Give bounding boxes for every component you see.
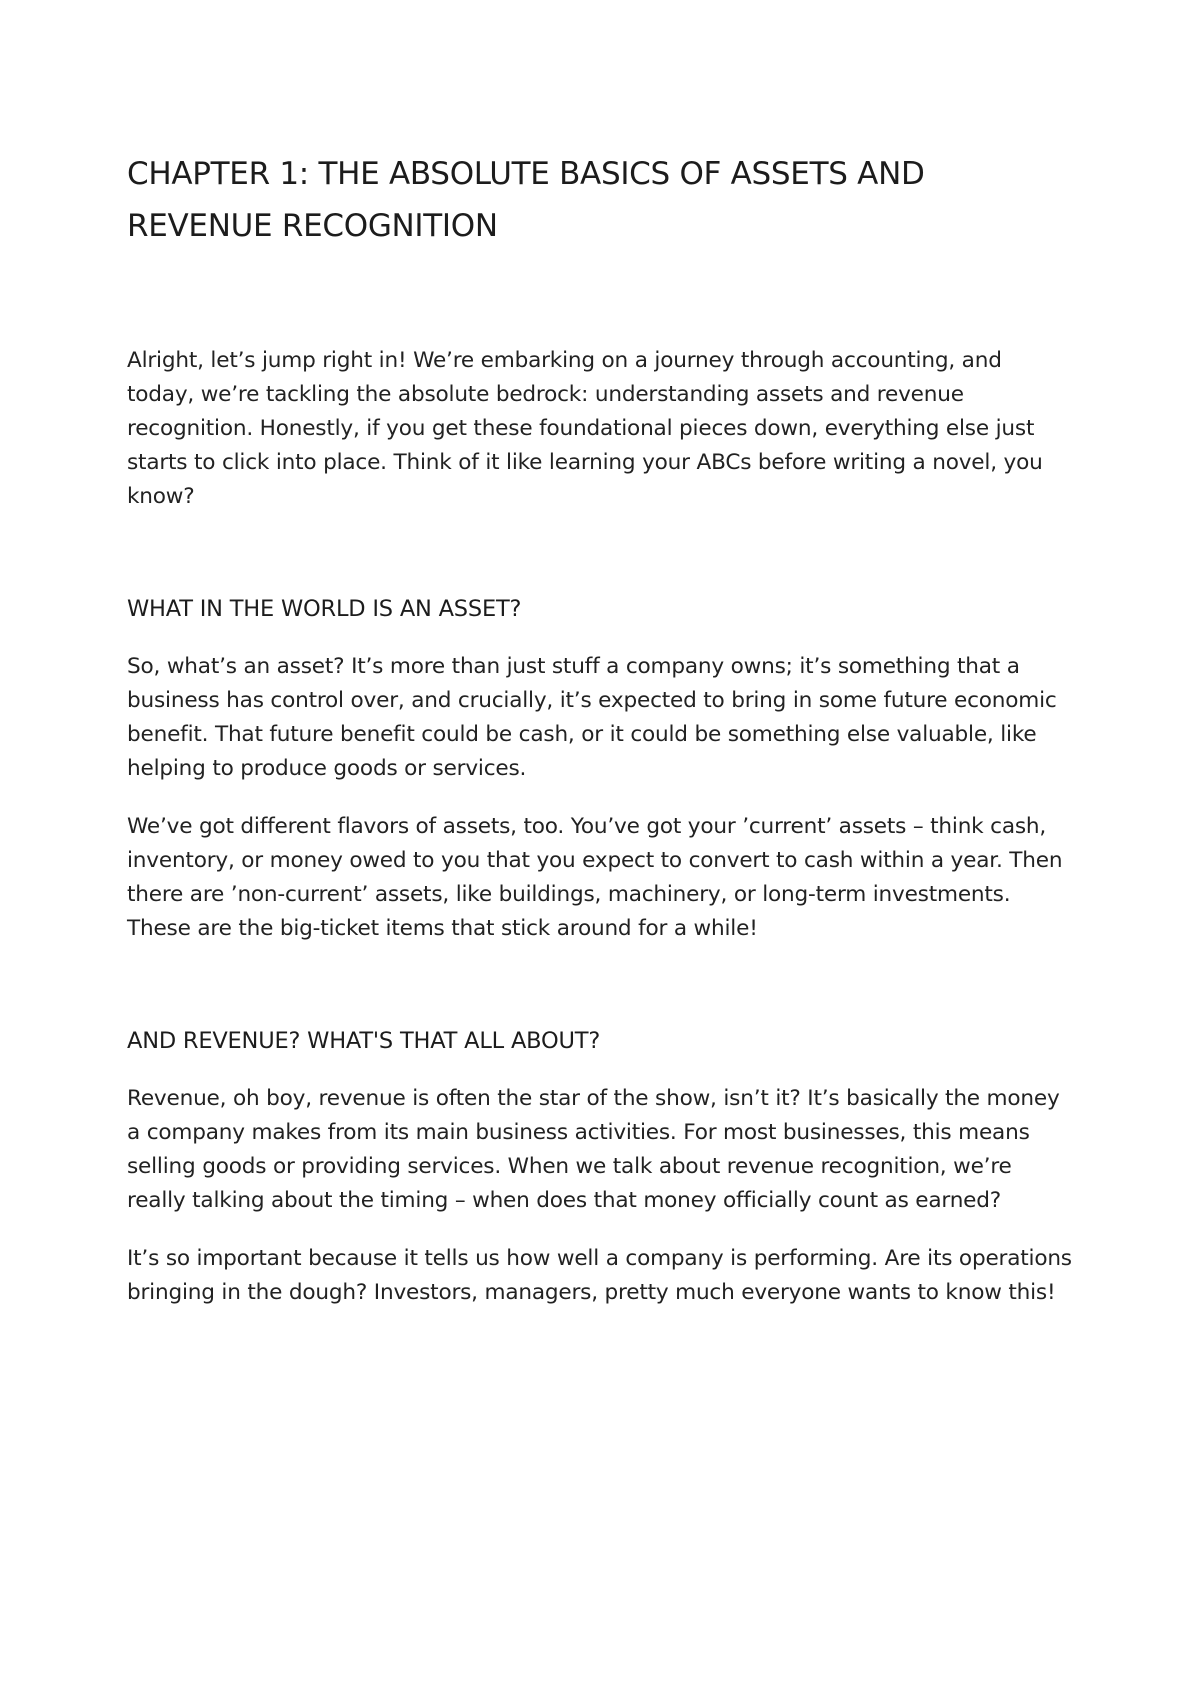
revenue-paragraph-2: It’s so important because it tells us how well a company is performing. Are its operations bringing in the dough? Investors, managers, pretty much everyone wants to know this!	[127, 1246, 1072, 1305]
intro-paragraph: Alright, let’s jump right in! We’re embarking on a journey through accounting, and today, we’re tackling the absolute bedrock: understanding assets and revenue recognition. Honestly, if you get these foundational pieces down, everything else just starts to click into place. Think of it like learning your ABCs before writing a novel, you know?	[127, 348, 1043, 509]
chapter-title-line-2: REVENUE RECOGNITION	[127, 208, 498, 244]
revenue-paragraph-1: Revenue, oh boy, revenue is often the star of the show, isn’t it? It’s basically the money a company makes from its main business activities. For most businesses, this means selling goods or providing services. When we talk about revenue recognition, we’re really talking about the timing – when does that money officially count as earned?	[127, 1086, 1060, 1213]
assets-paragraph-2: We’ve got different flavors of assets, too. You’ve got your ’current’ assets – think cash, inventory, or money owed to you that you expect to convert to cash within a year. Then there are ’non-current’ assets, like buildings, machinery, or long-term investments. These are the big-ticket items that stick around for a while!	[127, 814, 1063, 941]
chapter-title	[127, 148, 1074, 252]
chapter-title-line-1: CHAPTER 1: THE ABSOLUTE BASICS OF ASSETS AND	[127, 156, 925, 192]
assets-paragraph-1: So, what’s an asset? It’s more than just stuff a company owns; it’s something that a business has control over, and crucially, it’s expected to bring in some future economic benefit. That future benefit could be cash, or it could be something else valuable, like helping to produce goods or services.	[127, 654, 1057, 781]
section-heading-revenue: AND REVENUE? WHAT'S THAT ALL ABOUT?	[127, 1028, 601, 1054]
section-heading-assets: WHAT IN THE WORLD IS AN ASSET?	[127, 596, 522, 622]
